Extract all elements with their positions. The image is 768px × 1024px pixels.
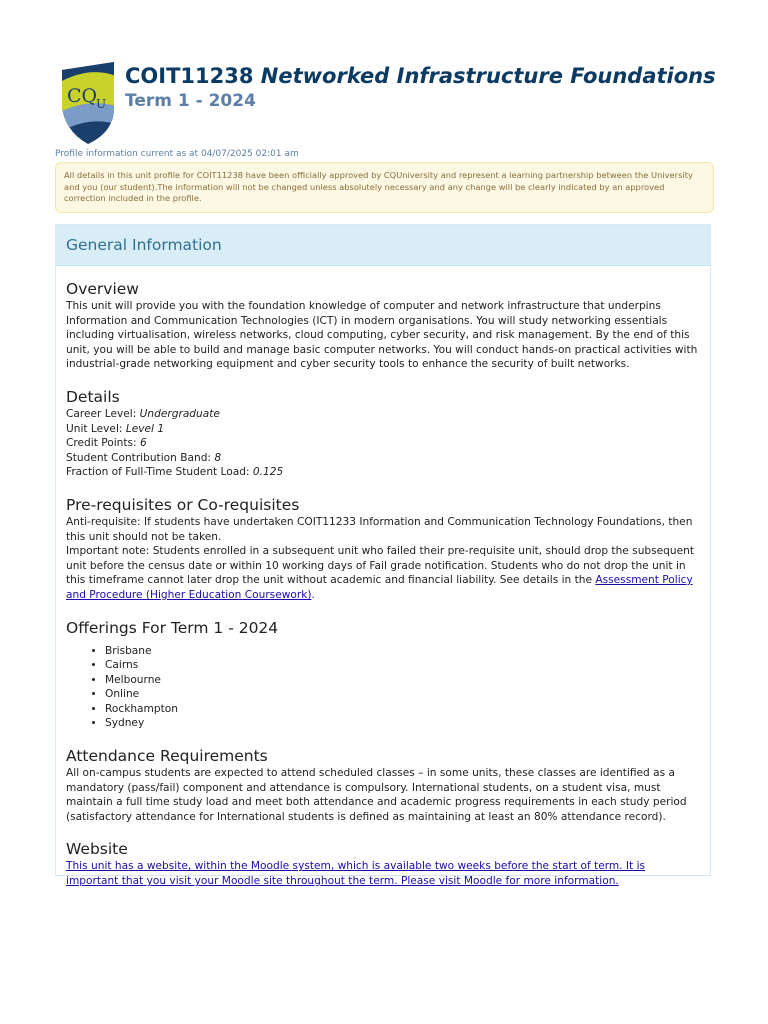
offerings-section — [66, 619, 700, 732]
details-section — [66, 388, 700, 480]
overview-heading: Overview — [66, 280, 139, 298]
prerequisites-section — [66, 496, 700, 603]
website-text — [66, 859, 700, 888]
panel-heading: General Information — [56, 225, 710, 266]
important-note-text: Important note: Students enrolled in a subsequent unit who failed their pre-requisite unit, should drop the subsequent unit before the census date or within 10 working days of Fail grade notification. Students who do not drop the unit in this timeframe cannot later drop the unit without academic and financial liability. See details in the Assessment Policy and Procedure (Higher Education Coursework). — [66, 545, 694, 601]
offerings-heading: Offerings For Term 1 - 2024 — [66, 618, 279, 637]
detail-unit-level: Unit Level: Level 1 — [66, 422, 165, 435]
attendance-text: All on-campus students are expected to attend scheduled classes – in some units, these classes are identified as a mandatory (pass/fail) component and attendance is compulsory. International students, on a student visa, must maintain a full time study load and meet both attendance and academic progress requirements in each study period (satisfactory attendance for International students is defined as maintaining at least an 80% attendance record). — [66, 767, 687, 823]
term-label: Term 1 - 2024 — [125, 91, 256, 111]
details-heading: Details — [66, 387, 120, 406]
logo-text: CQ — [67, 85, 98, 107]
overview-text: This unit will provide you with the foundation knowledge of computer and network infrastructure that underpins Information and Communication Technologies (ICT) in modern organisations. You will study networking essentials including virtualisation, wireless networks, cloud computing, cyber security, and risk management. By the end of this unit, you will be able to build and manage basic computer networks. You will conduct hands-on practical activities with industrial-grade networking equipment and cyber security tools to enhance the security of built networks. — [66, 300, 698, 371]
anti-requisite-text: Anti-requisite: If students have undertaken COIT11233 Information and Communication Technology Foundations, then this unit should not be taken. — [66, 515, 693, 543]
general-information-panel — [55, 224, 711, 888]
detail-credit-points: Credit Points: 6 — [66, 437, 147, 450]
page-title — [125, 64, 745, 89]
approval-notice: All details in this unit profile for COIT11238 have been officially approved by CQUniversity and represent a learning partnership between the University and you (our student).The information will not be changed unless absolutely necessary and any change will be clearly indicated by an approved correction included in the profile. — [55, 162, 714, 213]
detail-career-level: Career Level: Undergraduate — [66, 407, 220, 420]
detail-fraction-load: Fraction of Full-Time Student Load: 0.125 — [66, 466, 284, 479]
attendance-section — [66, 747, 700, 824]
list-item: • Brisbane — [105, 644, 700, 659]
overview-section — [66, 280, 700, 372]
attendance-heading: Attendance Requirements — [66, 747, 268, 766]
website-section — [66, 840, 700, 888]
list-item: • Melbourne — [105, 673, 700, 688]
unit-title-block — [125, 64, 745, 111]
list-item: • Online — [105, 687, 700, 702]
website-heading: Website — [66, 840, 128, 859]
offerings-list — [66, 644, 700, 732]
svg-text:U: U — [96, 97, 107, 111]
list-item: • Cairns — [105, 658, 700, 673]
moodle-website-link[interactable]: This unit has a website, within the Moodle system, which is available two weeks before the start of term. It is important that you visit your Moodle site throughout the term. Please visit Moodle for more information. — [66, 860, 646, 888]
unit-code: COIT11238 — [125, 64, 254, 88]
assessment-policy-link[interactable]: Assessment Policy and Procedure (Higher Education Coursework) — [66, 574, 693, 601]
list-item: • Sydney — [105, 716, 700, 731]
prerequisites-heading: Pre-requisites or Co-requisites — [66, 495, 300, 514]
unit-name: Networked Infrastructure Foundations — [260, 64, 716, 88]
detail-contribution-band: Student Contribution Band: 8 — [66, 451, 222, 464]
profile-current-date: Profile information current as at 04/07/2025 02:01 am — [55, 149, 299, 159]
list-item: • Rockhampton — [105, 702, 700, 717]
cqu-logo — [60, 62, 116, 144]
